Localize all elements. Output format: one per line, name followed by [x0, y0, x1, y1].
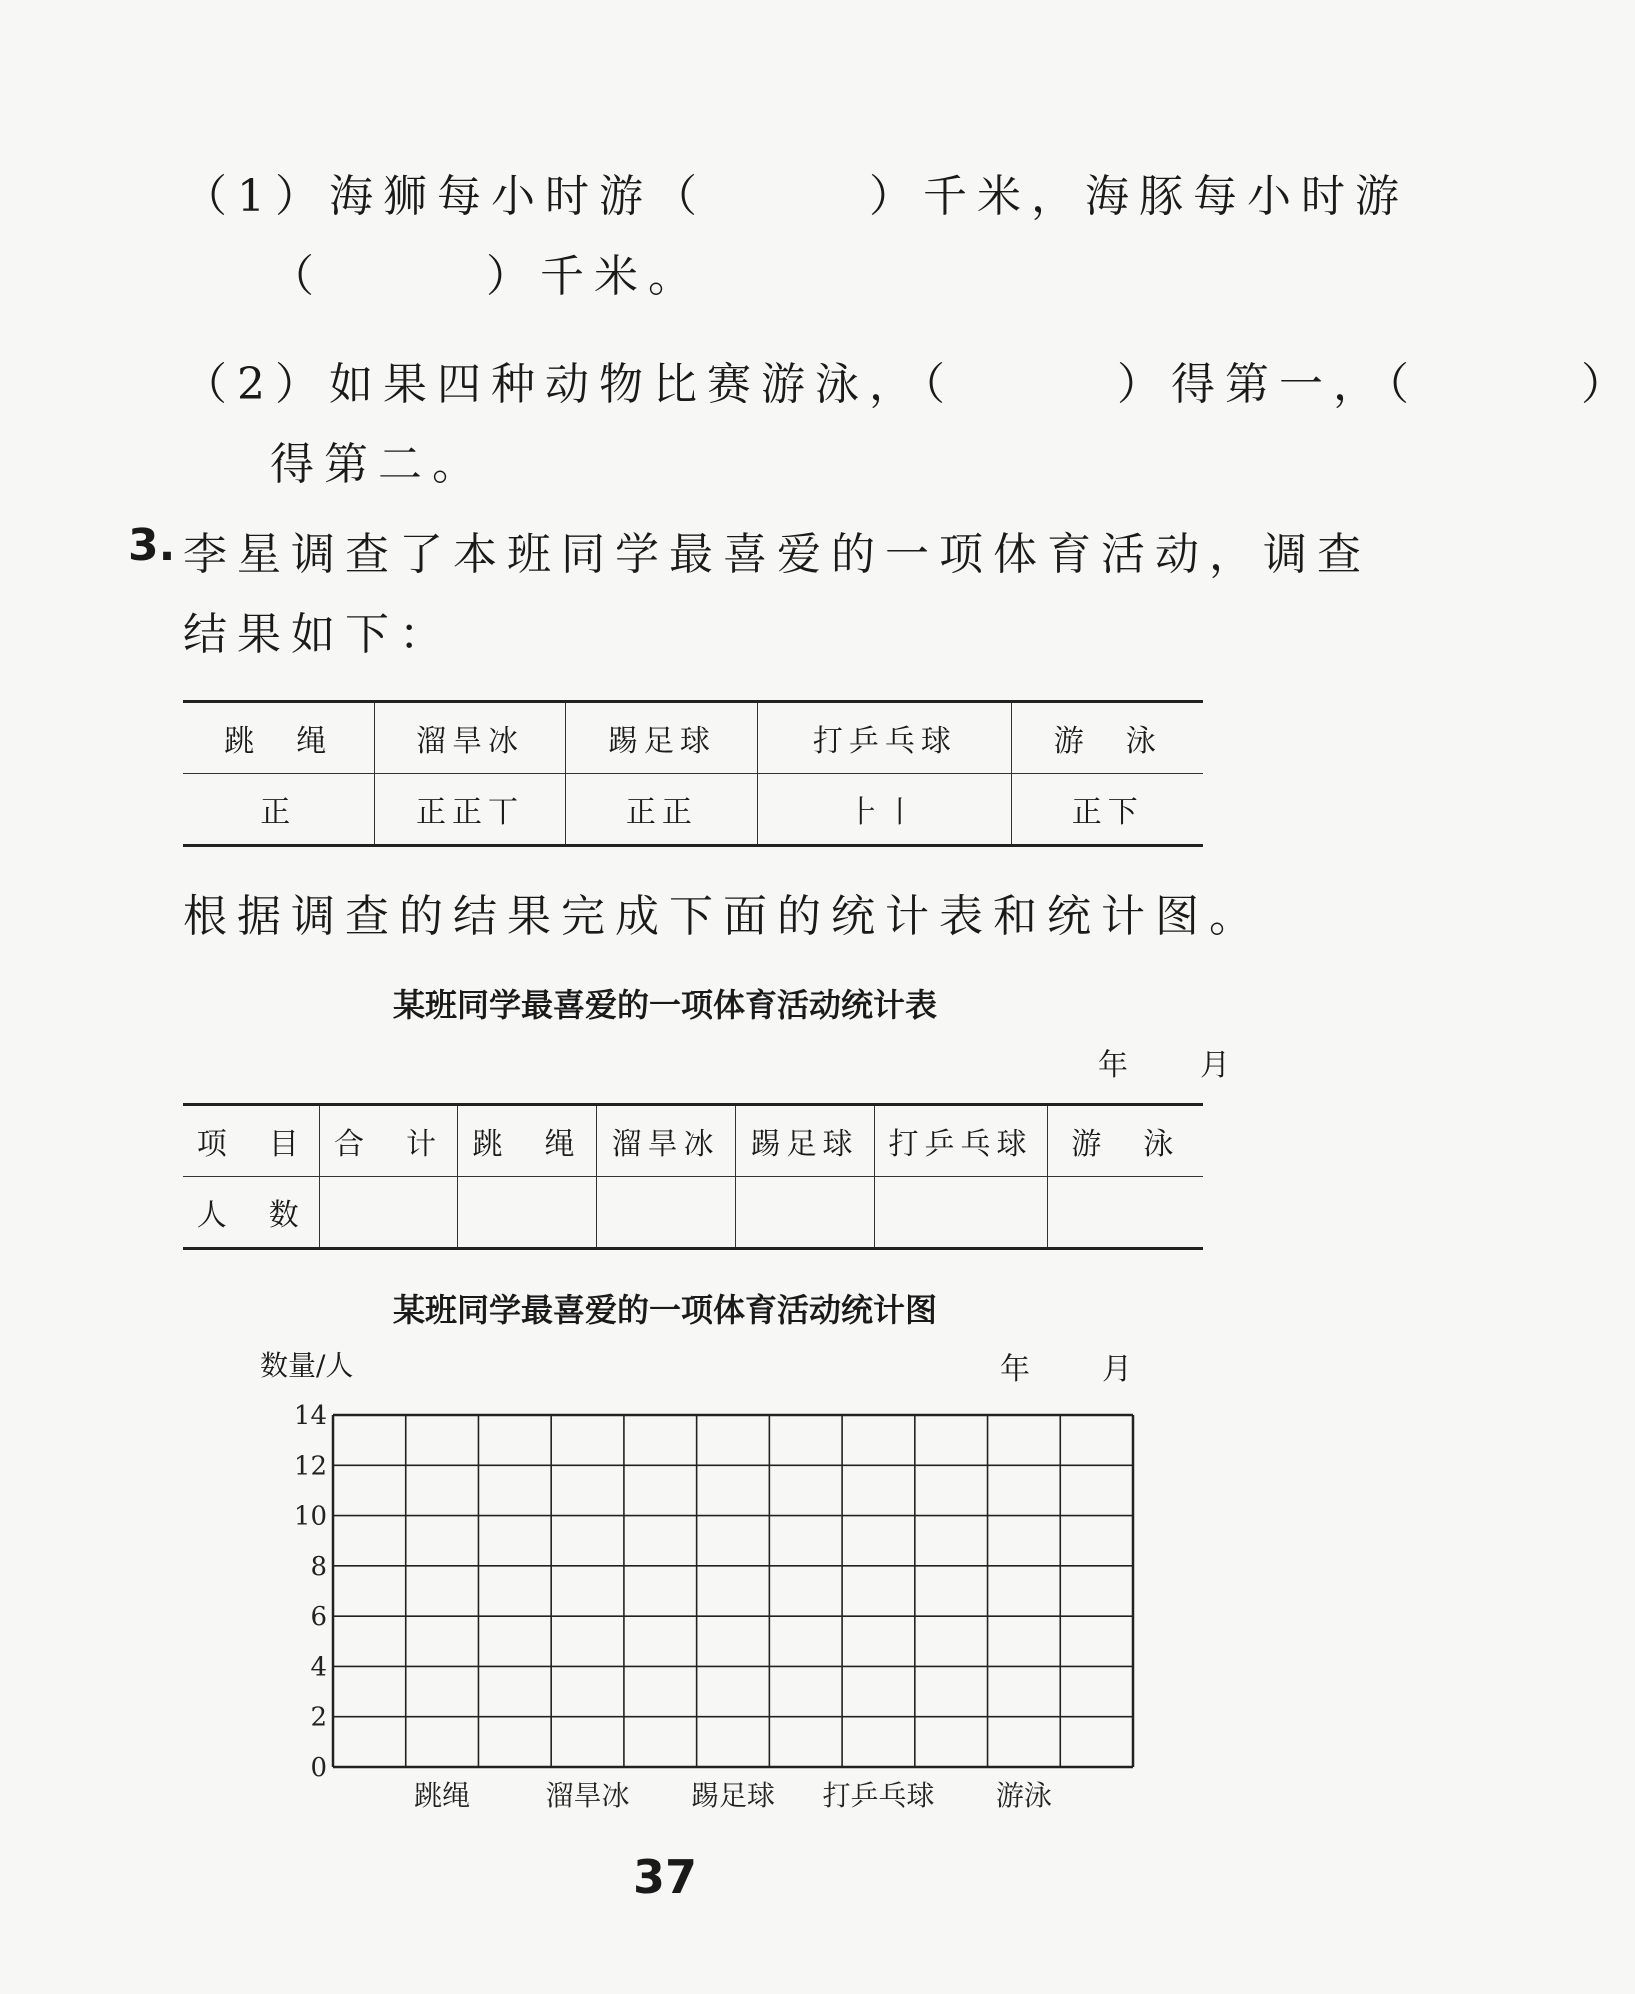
y-tick-label: 8: [310, 1551, 327, 1582]
question-1-line-1: （1）海狮每小时游（ ）千米，海豚每小时游: [183, 171, 1409, 222]
y-tick-label: 10: [293, 1501, 327, 1532]
question-3-number: 3.: [128, 520, 176, 571]
chart-title: 某班同学最喜爱的一项体育活动统计图: [392, 1291, 937, 1329]
y-tick-label: 6: [310, 1602, 327, 1633]
question-1-line-2: （ ）千米。: [270, 251, 702, 302]
stats-header-cell: 游 泳: [1047, 1105, 1203, 1177]
x-category-label: 游泳: [995, 1779, 1052, 1812]
tally-header-cell: 溜旱冰: [374, 702, 566, 774]
tally-marks-cell: 正正丅: [374, 774, 566, 846]
question-2-line-1: （2）如果四种动物比赛游泳，（ ）得第一，（ ）: [183, 359, 1635, 410]
y-tick-label: 2: [310, 1702, 327, 1733]
y-tick-label: 4: [310, 1652, 327, 1683]
tally-marks-cell: 正下: [1012, 774, 1203, 846]
stats-header-cell: 合 计: [319, 1105, 457, 1177]
x-category-label: 溜旱冰: [545, 1779, 630, 1812]
instruction-text: 根据调查的结果完成下面的统计表和统计图。: [183, 891, 1263, 942]
stats-row-label: 人 数: [183, 1177, 319, 1249]
y-tick-label: 12: [293, 1451, 327, 1482]
tally-header-cell: 踢足球: [566, 702, 758, 774]
x-category-label: 打乒乓球: [822, 1779, 935, 1812]
x-category-label: 踢足球: [690, 1779, 776, 1812]
tally-header-cell: 跳 绳: [183, 702, 374, 774]
tally-marks-cell: 正: [183, 774, 374, 846]
x-category-label: 跳绳: [414, 1779, 471, 1812]
y-tick-label: 0: [310, 1753, 327, 1783]
stats-header-cell: 打乒乓球: [874, 1105, 1047, 1177]
question-3-line-2: 结果如下：: [183, 609, 453, 660]
chart-y-axis-label: 数量/人: [260, 1349, 354, 1382]
stats-table-title: 某班同学最喜爱的一项体育活动统计表: [392, 986, 937, 1024]
stats-header-cell: 跳 绳: [457, 1105, 596, 1177]
question-2-line-2: 得第二。: [270, 439, 486, 490]
stats-header-cell: 踢足球: [735, 1105, 874, 1177]
page-number: 37: [632, 1850, 697, 1904]
stats-header-cell: 项 目: [183, 1105, 319, 1177]
question-3-line-1: 李星调查了本班同学最喜爱的一项体育活动，调查: [183, 529, 1371, 580]
y-tick-label: 14: [293, 1401, 327, 1431]
tally-marks-cell: 正正: [566, 774, 758, 846]
stats-table-date: 年 月: [1098, 1048, 1234, 1083]
tally-header-cell: 打乒乓球: [758, 702, 1012, 774]
chart-date: 年 月: [1000, 1352, 1136, 1387]
tally-header-cell: 游 泳: [1012, 702, 1203, 774]
stats-header-cell: 溜旱冰: [596, 1105, 735, 1177]
tally-marks-cell: ⺊⼁: [758, 774, 1012, 846]
